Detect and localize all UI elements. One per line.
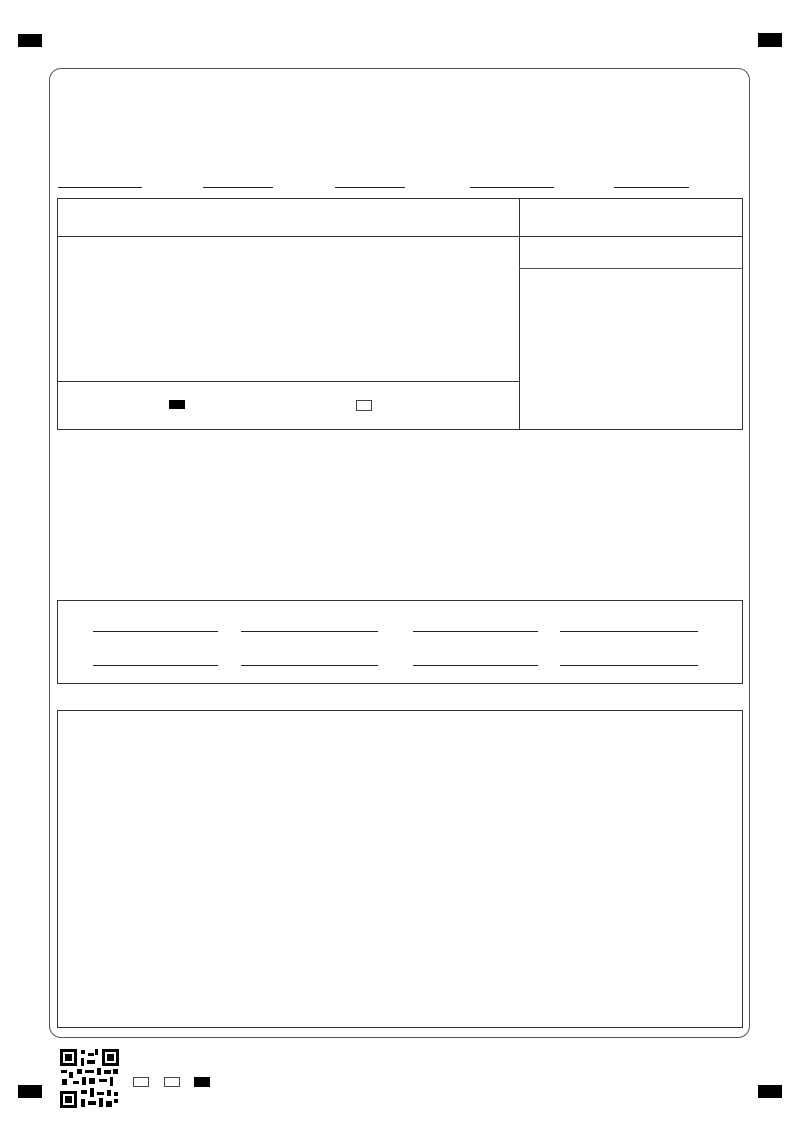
field-class[interactable] (203, 170, 273, 188)
field-seat[interactable] (335, 170, 405, 188)
corner-mark-bottom-left (18, 1085, 42, 1098)
answer-line-24a[interactable] (413, 665, 538, 666)
field-exam-room[interactable] (614, 170, 689, 188)
notice-title-divider (57, 236, 520, 237)
status-box-2 (164, 1077, 180, 1087)
corner-mark-top-right (758, 33, 782, 47)
qr-code (59, 1048, 120, 1109)
exam-id-write-divider (519, 268, 743, 269)
corner-mark-top-left (18, 34, 42, 47)
notice-box (57, 198, 520, 430)
corner-mark-bottom-right (758, 1085, 782, 1098)
solution-answer-box[interactable] (57, 710, 743, 1028)
answer-line-21a[interactable] (93, 631, 218, 632)
answer-line-23b[interactable] (241, 665, 378, 666)
notice-fill-divider (57, 381, 520, 382)
exam-id-box (519, 198, 743, 430)
answer-line-24b[interactable] (560, 665, 698, 666)
status-box-filled (194, 1077, 210, 1087)
status-box-1 (133, 1077, 149, 1087)
field-name[interactable] (58, 170, 142, 188)
answer-line-22a[interactable] (413, 631, 538, 632)
absent-mark-checkbox[interactable] (356, 400, 372, 411)
exam-id-divider (519, 236, 743, 237)
field-exam-number[interactable] (470, 170, 554, 188)
answer-line-22b[interactable] (560, 631, 698, 632)
answer-line-23a[interactable] (93, 665, 218, 666)
answer-line-21b[interactable] (241, 631, 378, 632)
fill-answer-box (57, 600, 743, 684)
correct-fill-sample (169, 400, 185, 409)
